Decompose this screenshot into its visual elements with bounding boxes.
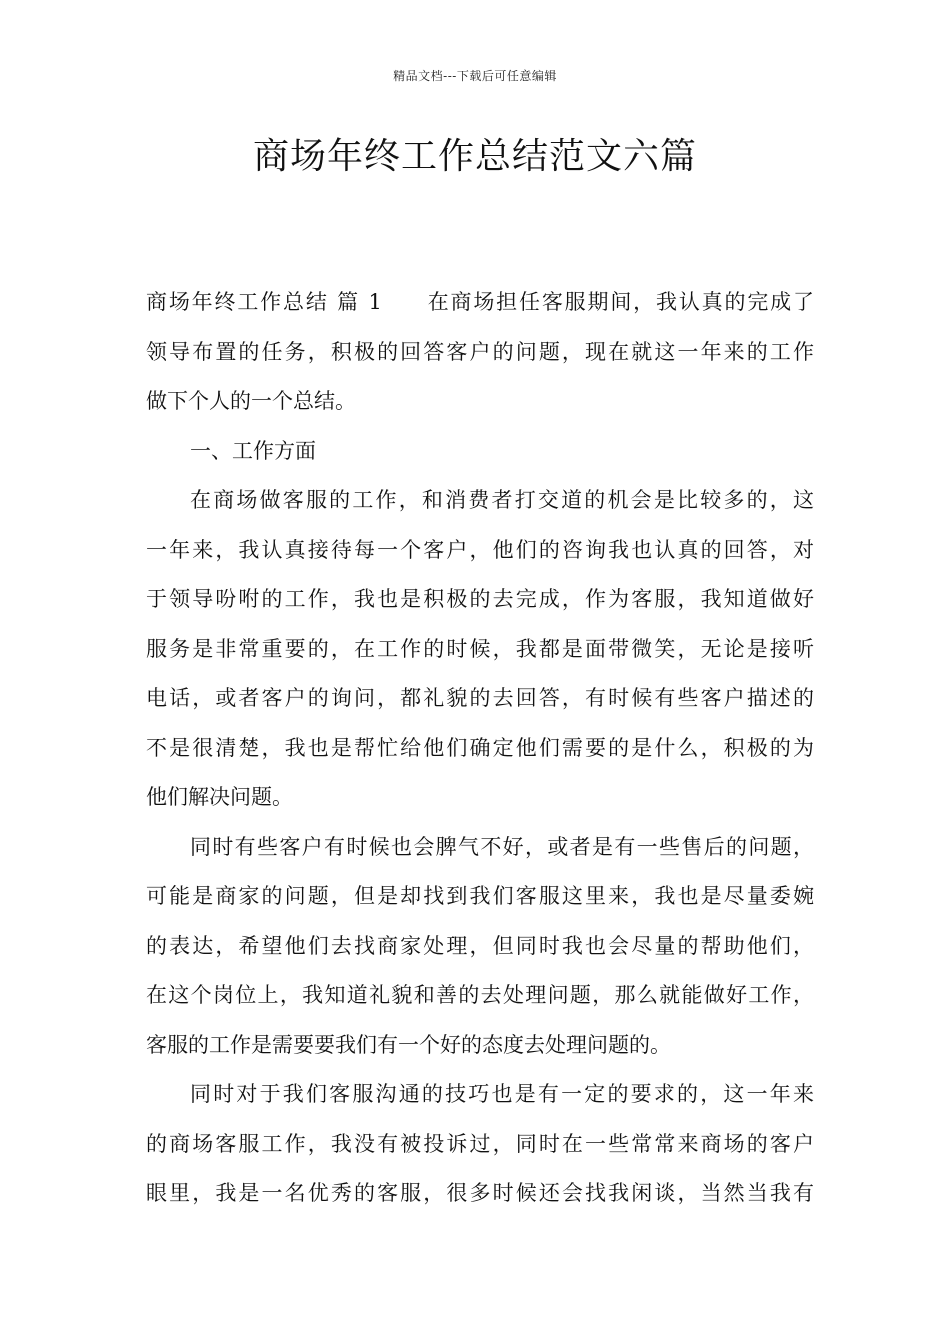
paragraph-line: 在这个岗位上，我知道礼貌和善的去处理问题，那么就能做好工作， xyxy=(146,983,814,1007)
paragraph-line: 客服的工作是需要要我们有一个好的态度去处理问题的。 xyxy=(146,1032,671,1057)
document-title: 商场年终工作总结范文六篇 xyxy=(252,136,697,177)
paragraph-line: 领导布置的任务，积极的回答客户的问题，现在就这一年来的工作 xyxy=(146,339,814,364)
paragraph-line: 他们解决问题。 xyxy=(146,785,293,809)
paragraph-line: 电话，或者客户的询问，都礼貌的去回答，有时候有些客户描述的 xyxy=(146,686,814,710)
paragraph-line: 在商场做客服的工作，和消费者打交道的机会是比较多的，这 xyxy=(190,488,814,512)
paragraph-line: 一年来，我认真接待每一个客户，他们的咨询我也认真的回答，对 xyxy=(146,537,814,562)
paragraph-line: 服务是非常重要的，在工作的时候，我都是面带微笑，无论是接听 xyxy=(146,636,814,661)
document-body xyxy=(146,284,814,1225)
paragraph-line: 的商场客服工作，我没有被投诉过，同时在一些常常来商场的客户 xyxy=(146,1131,814,1156)
paragraph-line: 做下个人的一个总结。 xyxy=(146,389,356,413)
paragraph-line xyxy=(146,284,814,334)
paragraph-line: 同时有些客户有时候也会脾气不好，或者是有一些售后的问题， xyxy=(190,834,814,859)
paragraph-line: 眼里，我是一名优秀的客服，很多时候还会找我闲谈，当然当我有 xyxy=(146,1181,814,1205)
paragraph-line: 同时对于我们客服沟通的技巧也是有一定的要求的，这一年来 xyxy=(190,1082,814,1106)
paragraph-line: 可能是商家的问题，但是却找到我们客服这里来，我也是尽量委婉 xyxy=(146,884,814,908)
section-heading: 一、工作方面 xyxy=(190,438,316,463)
paragraph-text: 在商场担任客服期间，我认真的完成了 xyxy=(425,290,814,314)
header-note: 精品文档---下载后可任意编辑 xyxy=(393,69,557,83)
section-label: 商场年终工作总结 篇 1 xyxy=(146,290,382,314)
paragraph-line: 的表达，希望他们去找商家处理，但同时我也会尽量的帮助他们， xyxy=(146,933,814,958)
paragraph-line: 不是很清楚，我也是帮忙给他们确定他们需要的是什么，积极的为 xyxy=(146,735,814,760)
paragraph-line: 于领导吩咐的工作，我也是积极的去完成，作为客服，我知道做好 xyxy=(146,587,814,611)
